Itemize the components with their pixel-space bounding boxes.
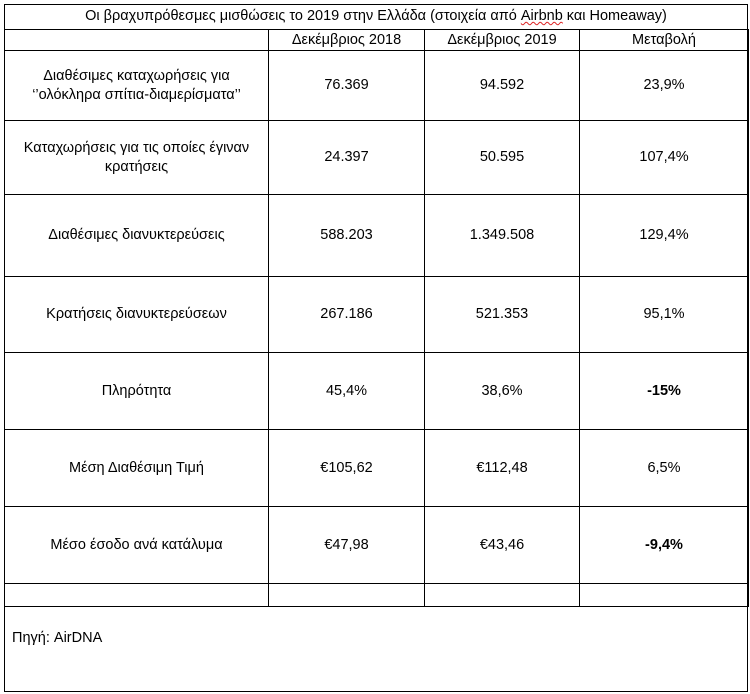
table-title [4,4,748,30]
title-prefix: Οι βραχυπρόθεσμες μισθώσεις το 2019 στην Ελλάδα (στοιχεία από [85,8,521,24]
value-2019: 38,6% [425,353,580,430]
value-change: 6,5% [580,430,749,507]
table-row [5,430,749,507]
header-dec-2019: Δεκέμβριος 2019 [425,30,580,51]
value-2019: €112,48 [425,430,580,507]
value-2019: 94.592 [425,51,580,121]
table-row [5,277,749,353]
value-2018: €47,98 [269,507,425,584]
table-row [5,121,749,195]
value-change: 23,9% [580,51,749,121]
header-change: Μεταβολή [580,30,749,51]
value-2018: 76.369 [269,51,425,121]
rentals-table [4,29,749,607]
value-2018: 267.186 [269,277,425,353]
title-suffix: και Homeaway) [562,8,667,24]
row-label: Μέσο έσοδο ανά κατάλυμα [5,507,269,584]
value-2018: 45,4% [269,353,425,430]
header-label-cell [5,30,269,51]
table-row [5,353,749,430]
empty-cell [425,584,580,607]
empty-row [5,584,749,607]
value-2019: 521.353 [425,277,580,353]
value-change: 95,1% [580,277,749,353]
header-row [5,30,749,51]
row-label: Διαθέσιμες διανυκτερεύσεις [5,195,269,277]
empty-cell [269,584,425,607]
empty-cell [580,584,749,607]
value-2019: €43,46 [425,507,580,584]
value-change: -15% [580,353,749,430]
row-label: Μέση Διαθέσιμη Τιμή [5,430,269,507]
value-2018: 588.203 [269,195,425,277]
value-change: 107,4% [580,121,749,195]
title-airbnb: Airbnb [520,8,563,24]
value-2018: €105,62 [269,430,425,507]
value-2019: 50.595 [425,121,580,195]
header-dec-2018: Δεκέμβριος 2018 [269,30,425,51]
value-2018: 24.397 [269,121,425,195]
row-label: Καταχωρήσεις για τις οποίες έγιναν κρατήσεις [5,121,269,195]
value-change: -9,4% [580,507,749,584]
empty-cell [5,584,269,607]
table-row [5,195,749,277]
table-row [5,51,749,121]
row-label: Κρατήσεις διανυκτερεύσεων [5,277,269,353]
value-change: 129,4% [580,195,749,277]
value-2019: 1.349.508 [425,195,580,277]
row-label: Διαθέσιμες καταχωρήσεις για ‘’ολόκληρα σπίτια-διαμερίσματα’’ [5,51,269,121]
source-note: Πηγή: AirDNA [12,630,103,646]
row-label: Πληρότητα [5,353,269,430]
table-row [5,507,749,584]
